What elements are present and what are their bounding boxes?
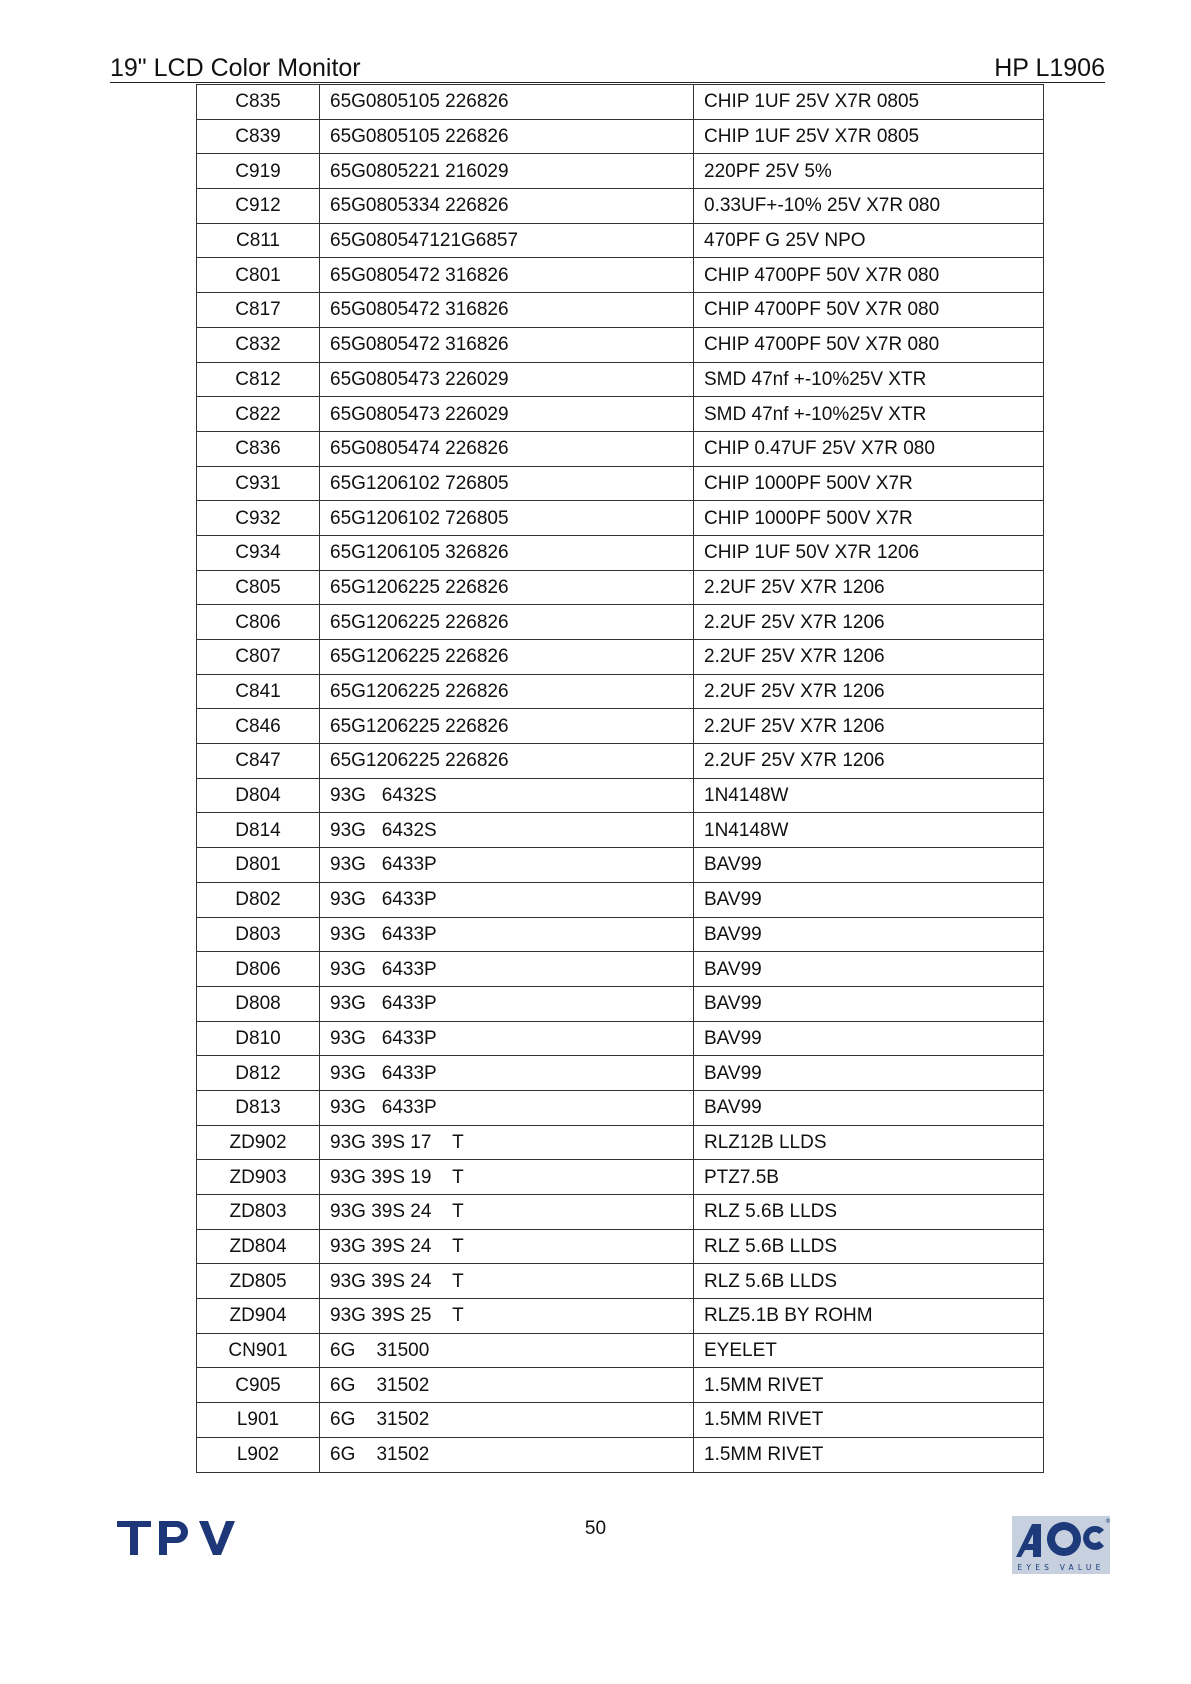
location-cell: D803 [197,917,320,952]
location-cell: D801 [197,848,320,883]
description-cell: CHIP 4700PF 50V X7R 080 [694,327,1044,362]
part-number-cell: 65G1206225 226826 [320,744,694,779]
part-number-cell: 93G 6433P [320,986,694,1021]
table-row [197,1264,1044,1299]
description-cell: RLZ 5.6B LLDS [694,1195,1044,1230]
description-cell: RLZ12B LLDS [694,1125,1044,1160]
tpv-logo [115,1516,245,1565]
table-row [197,154,1044,189]
table-row [197,431,1044,466]
location-cell: D802 [197,882,320,917]
description-cell: 2.2UF 25V X7R 1206 [694,709,1044,744]
table-row [197,605,1044,640]
table-row [197,709,1044,744]
location-cell: C836 [197,431,320,466]
table-row [197,362,1044,397]
table-row [197,917,1044,952]
table-row [197,1437,1044,1472]
part-number-cell: 6G 31502 [320,1368,694,1403]
description-cell: BAV99 [694,917,1044,952]
parts-table [196,84,1044,1473]
header-rule [110,82,1105,83]
part-number-cell: 65G0805105 226826 [320,85,694,120]
part-number-cell: 93G 39S 25 T [320,1299,694,1334]
table-row [197,466,1044,501]
page-number: 50 [584,1518,607,1539]
part-number-cell: 93G 6432S [320,778,694,813]
part-number-cell: 6G 31500 [320,1333,694,1368]
location-cell: ZD903 [197,1160,320,1195]
description-cell: BAV99 [694,1021,1044,1056]
part-number-cell: 93G 6433P [320,1021,694,1056]
location-cell: C832 [197,327,320,362]
description-cell: 0.33UF+-10% 25V X7R 080 [694,189,1044,224]
location-cell: D813 [197,1090,320,1125]
table-row [197,744,1044,779]
location-cell: ZD902 [197,1125,320,1160]
location-cell: C846 [197,709,320,744]
description-cell: 1N4148W [694,813,1044,848]
location-cell: C847 [197,744,320,779]
table-row [197,1368,1044,1403]
aoc-logo [1012,1516,1110,1579]
part-number-cell: 93G 6433P [320,952,694,987]
description-cell: EYELET [694,1333,1044,1368]
part-number-cell: 65G1206225 226826 [320,605,694,640]
part-number-cell: 6G 31502 [320,1403,694,1438]
part-number-cell: 65G0805105 226826 [320,119,694,154]
location-cell: C932 [197,501,320,536]
table-row [197,570,1044,605]
location-cell: C905 [197,1368,320,1403]
location-cell: C835 [197,85,320,120]
table-row [197,258,1044,293]
part-number-cell: 65G0805474 226826 [320,431,694,466]
table-row [197,848,1044,883]
table-row [197,813,1044,848]
part-number-cell: 93G 6433P [320,1090,694,1125]
table-row [197,882,1044,917]
location-cell: D806 [197,952,320,987]
table-row [197,327,1044,362]
part-number-cell: 65G080547121G6857 [320,223,694,258]
part-number-cell: 65G1206102 726805 [320,466,694,501]
description-cell: CHIP 1UF 50V X7R 1206 [694,535,1044,570]
description-cell: BAV99 [694,986,1044,1021]
location-cell: ZD805 [197,1264,320,1299]
location-cell: D804 [197,778,320,813]
part-number-cell: 93G 39S 19 T [320,1160,694,1195]
description-cell: 2.2UF 25V X7R 1206 [694,744,1044,779]
location-cell: C806 [197,605,320,640]
table-row [197,293,1044,328]
location-cell: C919 [197,154,320,189]
table-row [197,501,1044,536]
description-cell: 2.2UF 25V X7R 1206 [694,674,1044,709]
location-cell: D810 [197,1021,320,1056]
location-cell: C817 [197,293,320,328]
description-cell: CHIP 4700PF 50V X7R 080 [694,293,1044,328]
part-number-cell: 93G 39S 24 T [320,1195,694,1230]
location-cell: D812 [197,1056,320,1091]
aoc-tagline: EYES VALUE [1017,1563,1105,1572]
location-cell: C822 [197,397,320,432]
table-row [197,1299,1044,1334]
description-cell: RLZ 5.6B LLDS [694,1264,1044,1299]
location-cell: ZD804 [197,1229,320,1264]
part-number-cell: 93G 39S 24 T [320,1264,694,1299]
description-cell: SMD 47nf +-10%25V XTR [694,397,1044,432]
part-number-cell: 65G1206102 726805 [320,501,694,536]
part-number-cell: 65G1206225 226826 [320,640,694,675]
table-row [197,223,1044,258]
description-cell: 1.5MM RIVET [694,1437,1044,1472]
description-cell: 2.2UF 25V X7R 1206 [694,640,1044,675]
document-title: 19" LCD Color Monitor [110,54,361,82]
table-row [197,1333,1044,1368]
part-number-cell: 93G 6433P [320,1056,694,1091]
location-cell: L902 [197,1437,320,1472]
part-number-cell: 65G0805472 316826 [320,327,694,362]
table-row [197,986,1044,1021]
model-name: HP L1906 [994,54,1105,82]
description-cell: RLZ 5.6B LLDS [694,1229,1044,1264]
table-row [197,1195,1044,1230]
part-number-cell: 65G0805221 216029 [320,154,694,189]
description-cell: 1.5MM RIVET [694,1403,1044,1438]
description-cell: CHIP 1000PF 500V X7R [694,466,1044,501]
location-cell: ZD904 [197,1299,320,1334]
table-row [197,952,1044,987]
description-cell: BAV99 [694,882,1044,917]
part-number-cell: 93G 6433P [320,848,694,883]
description-cell: CHIP 1000PF 500V X7R [694,501,1044,536]
location-cell: D808 [197,986,320,1021]
description-cell: CHIP 1UF 25V X7R 0805 [694,119,1044,154]
table-row [197,1229,1044,1264]
location-cell: C841 [197,674,320,709]
description-cell: BAV99 [694,848,1044,883]
location-cell: C912 [197,189,320,224]
table-row [197,1160,1044,1195]
location-cell: C934 [197,535,320,570]
location-cell: C807 [197,640,320,675]
part-number-cell: 65G0805334 226826 [320,189,694,224]
table-row [197,1403,1044,1438]
location-cell: C812 [197,362,320,397]
part-number-cell: 65G0805473 226029 [320,362,694,397]
location-cell: CN901 [197,1333,320,1368]
part-number-cell: 65G0805472 316826 [320,293,694,328]
description-cell: BAV99 [694,1056,1044,1091]
table-row [197,674,1044,709]
table-row [197,189,1044,224]
location-cell: D814 [197,813,320,848]
part-number-cell: 65G1206225 226826 [320,709,694,744]
table-row [197,640,1044,675]
location-cell: C811 [197,223,320,258]
description-cell: 470PF G 25V NPO [694,223,1044,258]
part-number-cell: 65G1206225 226826 [320,570,694,605]
description-cell: BAV99 [694,1090,1044,1125]
table-row [197,535,1044,570]
part-number-cell: 93G 6433P [320,882,694,917]
table-row [197,85,1044,120]
description-cell: PTZ7.5B [694,1160,1044,1195]
description-cell: 220PF 25V 5% [694,154,1044,189]
part-number-cell: 93G 39S 24 T [320,1229,694,1264]
table-row [197,397,1044,432]
location-cell: L901 [197,1403,320,1438]
part-number-cell: 65G1206225 226826 [320,674,694,709]
part-number-cell: 65G0805472 316826 [320,258,694,293]
description-cell: 1.5MM RIVET [694,1368,1044,1403]
description-cell: SMD 47nf +-10%25V XTR [694,362,1044,397]
part-number-cell: 93G 6432S [320,813,694,848]
part-number-cell: 65G1206105 326826 [320,535,694,570]
part-number-cell: 65G0805473 226029 [320,397,694,432]
table-row [197,1125,1044,1160]
description-cell: RLZ5.1B BY ROHM [694,1299,1044,1334]
description-cell: CHIP 1UF 25V X7R 0805 [694,85,1044,120]
table-row [197,1056,1044,1091]
location-cell: C801 [197,258,320,293]
svg-text:®: ® [1105,1518,1111,1525]
parts-table-body [197,85,1044,1473]
description-cell: 2.2UF 25V X7R 1206 [694,570,1044,605]
location-cell: C931 [197,466,320,501]
location-cell: ZD803 [197,1195,320,1230]
description-cell: 1N4148W [694,778,1044,813]
table-row [197,1021,1044,1056]
part-number-cell: 93G 39S 17 T [320,1125,694,1160]
table-row [197,778,1044,813]
location-cell: C839 [197,119,320,154]
description-cell: CHIP 4700PF 50V X7R 080 [694,258,1044,293]
location-cell: C805 [197,570,320,605]
table-row [197,119,1044,154]
table-row [197,1090,1044,1125]
description-cell: BAV99 [694,952,1044,987]
description-cell: CHIP 0.47UF 25V X7R 080 [694,431,1044,466]
part-number-cell: 6G 31502 [320,1437,694,1472]
description-cell: 2.2UF 25V X7R 1206 [694,605,1044,640]
part-number-cell: 93G 6433P [320,917,694,952]
